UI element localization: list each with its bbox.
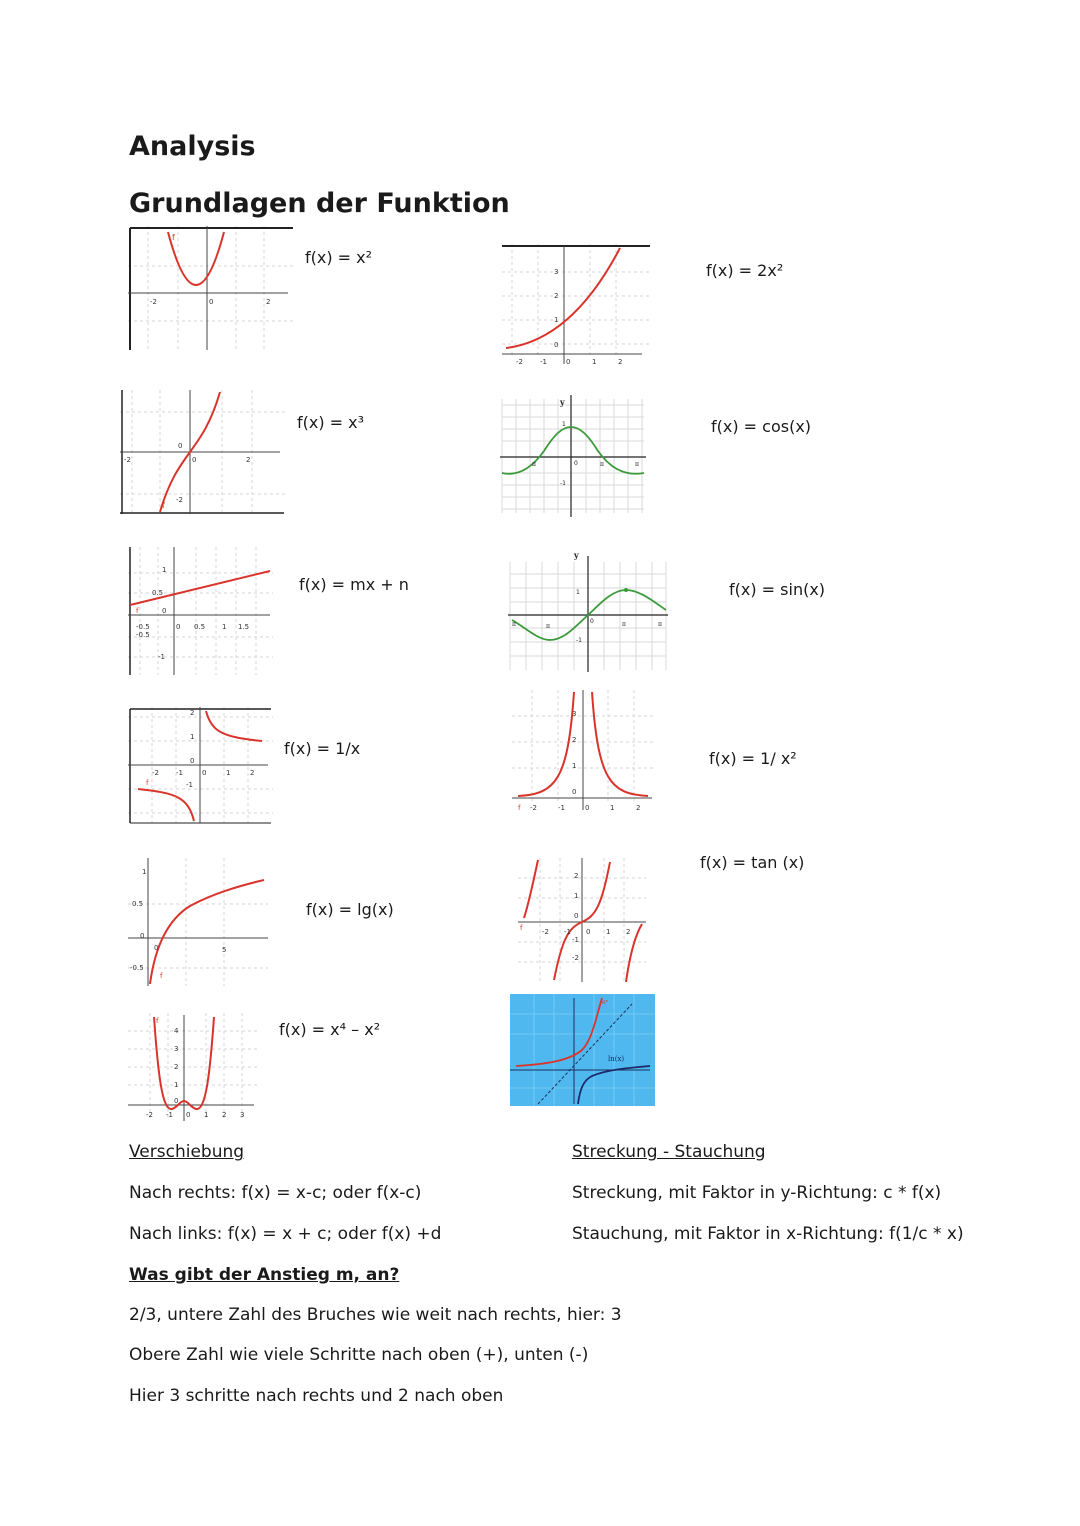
svg-text:0: 0 [586,928,591,936]
svg-text:0.5: 0.5 [194,623,206,631]
svg-text:f: f [146,779,149,787]
svg-text:π: π [546,623,550,630]
svg-text:f: f [518,804,521,812]
formula-x-cubed: f(x) = x³ [297,413,365,432]
svg-text:0: 0 [590,618,594,625]
svg-text:0: 0 [174,1097,179,1105]
svg-text:-2: -2 [530,804,537,812]
svg-text:3: 3 [174,1045,179,1053]
streckung-line-2: Stauchung, mit Faktor in x-Richtung: f(1/c * x) [572,1224,964,1244]
svg-text:0: 0 [554,341,559,349]
svg-text:0: 0 [192,456,197,464]
svg-text:π: π [532,461,536,468]
svg-text:2: 2 [190,709,195,717]
svg-text:y: y [560,397,565,407]
svg-text:4: 4 [174,1027,179,1035]
svg-text:-1: -1 [558,804,565,812]
svg-text:1: 1 [610,804,615,812]
graph-sin [508,548,668,672]
svg-text:-0.5: -0.5 [130,964,144,972]
section-title: Grundlagen der Funktion [129,188,510,219]
svg-text:-2: -2 [516,358,523,366]
svg-text:2: 2 [174,1063,179,1071]
svg-text:-1: -1 [186,781,193,789]
svg-text:-2: -2 [146,1111,153,1119]
svg-text:1: 1 [576,589,580,596]
svg-text:π: π [622,621,626,628]
svg-text:0: 0 [140,932,145,940]
svg-text:1: 1 [162,566,167,574]
svg-text:0: 0 [209,298,214,306]
formula-linear: f(x) = mx + n [299,575,409,594]
graph-log [128,858,268,988]
svg-text:2: 2 [246,456,251,464]
formula-tan: f(x) = tan (x) [700,853,805,872]
svg-text:0: 0 [190,757,195,765]
svg-text:1: 1 [592,358,597,366]
svg-text:f: f [162,501,165,510]
verschiebung-heading: Verschiebung [129,1142,245,1162]
svg-text:2: 2 [250,769,255,777]
streckung-heading: Streckung - Stauchung [572,1142,766,1162]
graph-f-label: f [172,233,175,242]
svg-text:0: 0 [176,623,181,631]
graph-cos [500,393,646,517]
svg-text:-1: -1 [572,936,579,944]
svg-text:f: f [160,972,163,980]
svg-text:1: 1 [142,868,147,876]
formula-reciprocal-squared: f(x) = 1/ x² [709,749,797,768]
svg-text:2: 2 [572,736,577,744]
svg-text:-0.5: -0.5 [136,631,150,639]
svg-text:1: 1 [562,421,566,428]
graph-tan [518,858,646,984]
svg-text:-1: -1 [560,480,566,487]
svg-text:1: 1 [174,1081,179,1089]
graph-reciprocal [128,707,273,825]
svg-text:1: 1 [226,769,231,777]
svg-text:0: 0 [585,804,590,812]
graph-quartic [128,1013,258,1125]
svg-text:3: 3 [554,268,559,276]
svg-text:-1: -1 [540,358,547,366]
svg-text:1: 1 [554,316,559,324]
svg-text:-2: -2 [176,496,183,504]
formula-sin: f(x) = sin(x) [729,580,826,599]
svg-text:-1: -1 [576,637,582,644]
svg-text:2: 2 [636,804,641,812]
svg-text:2: 2 [626,928,631,936]
svg-text:-1: -1 [166,1111,173,1119]
formula-quartic: f(x) = x⁴ – x² [279,1020,381,1039]
svg-text:0.5: 0.5 [152,589,164,597]
graph-reciprocal-squared [512,690,654,814]
svg-text:0: 0 [154,944,159,952]
svg-text:1: 1 [222,623,227,631]
svg-text:0: 0 [572,788,577,796]
svg-text:0: 0 [566,358,571,366]
svg-text:0: 0 [202,769,207,777]
svg-text:1: 1 [606,928,611,936]
svg-text:2: 2 [574,872,579,880]
graph-x-cubed [120,390,285,516]
formula-2x-squared: f(x) = 2x² [706,261,784,280]
anstieg-line-3: Hier 3 schritte nach rechts und 2 nach oben [129,1386,504,1406]
svg-text:π: π [658,621,662,628]
svg-text:ln(x): ln(x) [608,1055,625,1063]
anstieg-question: Was gibt der Anstieg m, an? [129,1265,400,1285]
svg-text:eˣ: eˣ [602,999,609,1006]
svg-text:-2: -2 [124,456,131,464]
svg-text:0: 0 [574,912,579,920]
svg-text:2: 2 [554,292,559,300]
page-title: Analysis [129,131,256,162]
svg-text:0: 0 [178,442,183,450]
svg-text:1: 1 [190,733,195,741]
anstieg-line-2: Obere Zahl wie viele Schritte nach oben (+), unten (-) [129,1345,589,1365]
svg-text:2: 2 [618,358,623,366]
svg-text:0: 0 [186,1111,191,1119]
svg-text:-2: -2 [150,298,157,306]
svg-text:1.5: 1.5 [238,623,250,631]
verschiebung-line-2: Nach links: f(x) = x + c; oder f(x) +d [129,1224,442,1244]
svg-text:-0.5: -0.5 [136,623,150,631]
svg-text:-1: -1 [176,769,183,777]
formula-reciprocal: f(x) = 1/x [284,739,361,758]
graph-linear [128,547,273,677]
formula-x-squared: f(x) = x² [305,248,373,267]
graph-exp-ln [510,994,655,1106]
verschiebung-line-1: Nach rechts: f(x) = x-c; oder f(x-c) [129,1183,422,1203]
svg-text:-1: -1 [158,653,165,661]
svg-text:2: 2 [222,1111,227,1119]
svg-text:-1: -1 [564,928,571,936]
svg-text:-2: -2 [542,928,549,936]
svg-text:1: 1 [204,1111,209,1119]
svg-text:y: y [574,550,579,560]
svg-text:0: 0 [574,460,578,467]
formula-cos: f(x) = cos(x) [711,417,812,436]
svg-text:5: 5 [222,946,227,954]
streckung-line-1: Streckung, mit Faktor in y-Richtung: c * f(x) [572,1183,942,1203]
svg-text:π: π [600,461,604,468]
svg-text:2: 2 [266,298,271,306]
svg-text:f: f [520,924,523,932]
svg-text:f: f [136,607,139,615]
anstieg-line-1: 2/3, untere Zahl des Bruches wie weit nach rechts, hier: 3 [129,1305,622,1325]
svg-text:-2: -2 [572,954,579,962]
formula-log: f(x) = lg(x) [306,900,394,919]
svg-text:π: π [512,621,516,628]
svg-text:π: π [635,461,639,468]
svg-text:3: 3 [240,1111,245,1119]
svg-text:0.5: 0.5 [132,900,144,908]
svg-text:3: 3 [572,710,577,718]
svg-text:0: 0 [162,607,167,615]
svg-text:-2: -2 [152,769,159,777]
graph-x-squared [128,226,293,350]
svg-text:1: 1 [572,762,577,770]
svg-text:f: f [156,1017,159,1025]
svg-text:1: 1 [574,892,579,900]
graph-2x-squared [502,244,652,368]
